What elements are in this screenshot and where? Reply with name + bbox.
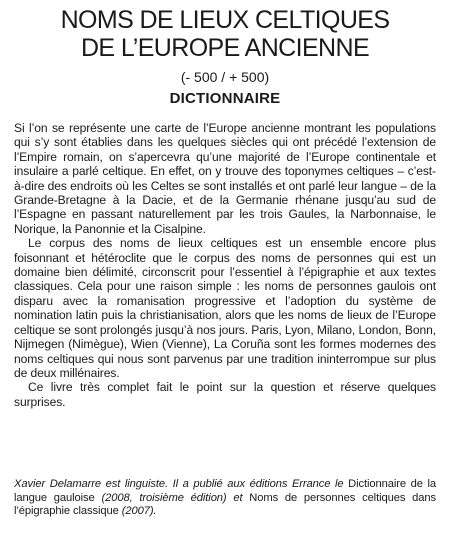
book-title-line-1: NOMS DE LIEUX CELTIQUES — [60, 6, 390, 34]
credit-book-title-2: Noms de personnes celtiques dans l’épigraphie classique — [14, 491, 436, 518]
date-range: (- 500 / + 500) — [180, 69, 270, 85]
book-subtitle: DICTIONNAIRE — [169, 90, 281, 107]
credit-text-2: (2008, troisième édition) et — [101, 491, 250, 504]
author-credit — [14, 478, 436, 519]
blurb-paragraph-3: Ce livre très complet fait le point sur la question et réserve quelques surprises. — [14, 380, 436, 409]
credit-text-1: Xavier Delamarre est linguiste. Il a publié aux éditions Errance le — [14, 478, 349, 490]
blurb-paragraph-2: Le corpus des noms de lieux celtiques est un ensemble encore plus foisonnant et hétéroclite que le corpus des noms de personnes qui est un domaine bien délimité, circonscrit pour l’essentiel à l’épigraphie et aux textes classiques. Cela pour une raison simple : les noms de personnes gaulois ont disparu avec la romanisation progressive et l’adoption du système de nomination latin puis la christianisation, alors que les noms de lieux de l’Europe celtique se sont prolongés jusqu’à nos jours. Paris, Lyon, Milano, London, Bonn, Nijmegen (Nimègue), Wien (Vienne), La Coruña sont les formes modernes des noms celtiques qui nous sont parvenus par une tradition ininterrompue sur plus de deux millénaires. — [14, 236, 436, 380]
title-block — [0, 6, 450, 108]
blurb-paragraph-1: Si l’on se représente une carte de l’Europe ancienne montrant les populations qui s’y sont établies dans les quelques siècles qui ont précédé l’extension de l’Empire romain, on s’apercevra qu’une majorité de l’Europe continentale et insulaire a parlé celtique. En effet, on y trouve des toponymes celtiques – c’est-à-dire des endroits où les Celtes se sont installés et ont parlé leur langue – de la Grande-Bretagne à la Dacie, et de la Germanie rhénane jusqu’au sud de l’Espagne en passant naturellement par les trois Gaules, la Narbonnaise, le Norique, la Panonnie et la Cisalpine. — [14, 121, 436, 236]
credit-text-3: (2007). — [121, 505, 157, 518]
credit-book-title-1: Dictionnaire de la langue gauloise — [14, 478, 436, 504]
blurb-text — [14, 121, 436, 409]
book-title-line-2: DE L’EUROPE ANCIENNE — [80, 34, 370, 62]
